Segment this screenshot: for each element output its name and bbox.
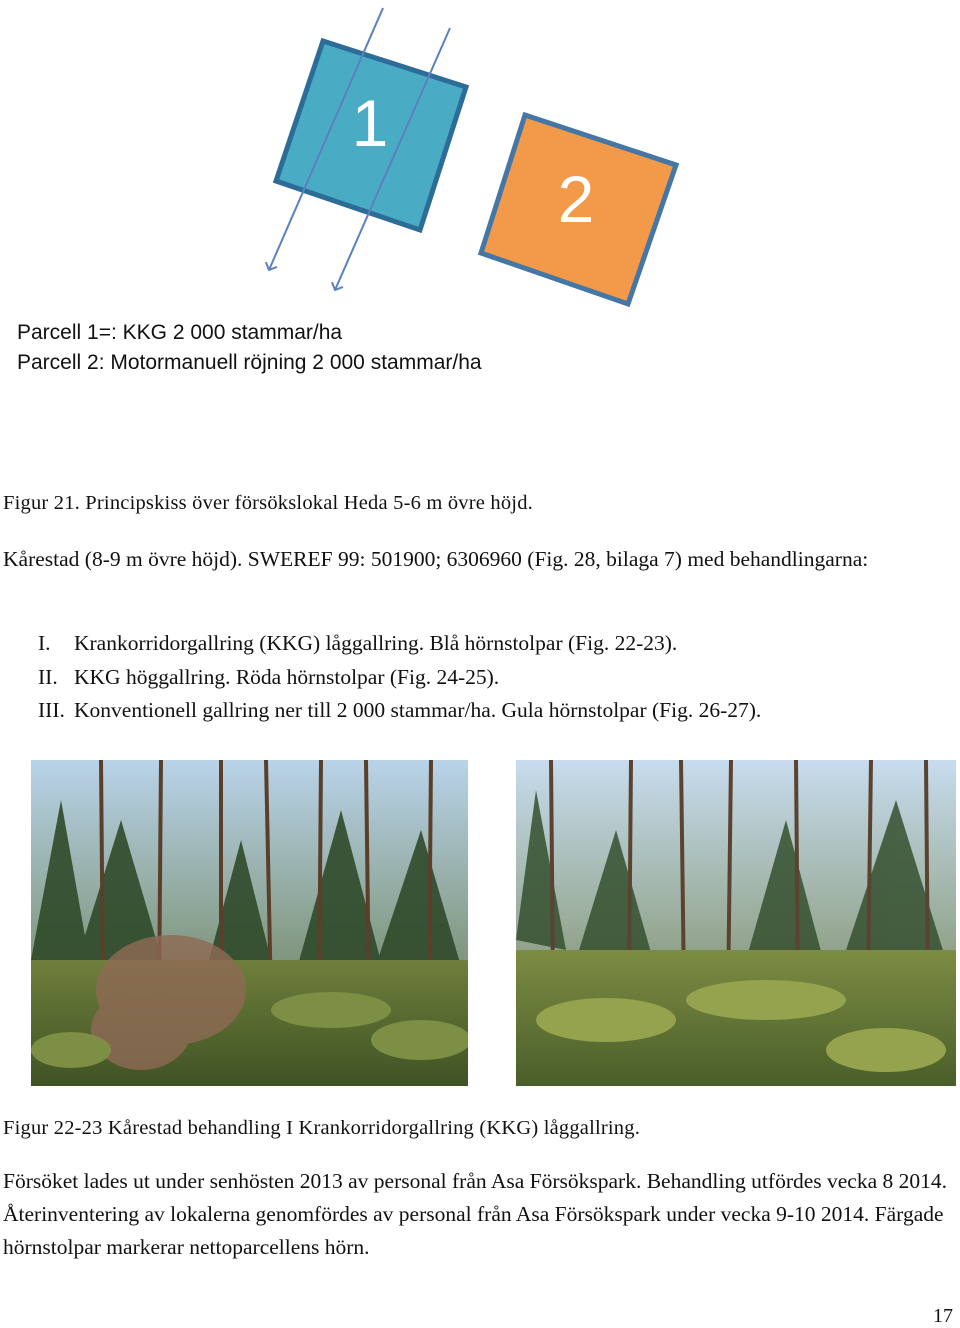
legend-line-1: Parcell 1=: KKG 2 000 stammar/ha [17,321,343,344]
parcel-1-label: 1 [351,86,389,160]
intro-paragraph: Kårestad (8-9 m övre höjd). SWEREF 99: 501900; 6306960 (Fig. 28, bilaga 7) med behandlingarna: [3,547,869,571]
parcel-legend [17,318,482,378]
treatment-list [38,627,761,728]
forest-photo-1 [31,760,468,1086]
forest-photo-2 [516,760,956,1086]
treatment-text: KKG höggallring. Röda hörnstolpar (Fig. 24-25). [74,664,500,689]
parcel-sketch-diagram [0,0,960,320]
closing-paragraph: Försöket lades ut under senhösten 2013 av personal från Asa Försökspark. Behandling utfördes vecka 8 2014. Återinventering av lokalerna genomfördes av personal från Asa Försökspark under vecka 9-10 2014. Färgade hörnstolpar markerar nettoparcellens hörn. [3,1169,948,1259]
treatment-item [38,627,761,661]
figure-22-23-caption: Figur 22-23 Kårestad behandling I Krankorridorgallring (KKG) låggallring. [3,1117,641,1139]
page-number: 17 [933,1305,953,1327]
treatment-item [38,694,761,728]
legend-line-2: Parcell 2: Motormanuell röjning 2 000 stammar/ha [17,351,482,374]
parcel-2-label: 2 [557,162,595,236]
treatment-text: Krankorridorgallring (KKG) låggallring. Blå hörnstolpar (Fig. 22-23). [74,631,678,655]
treatment-number: I. [38,631,51,655]
treatment-text: Konventionell gallring ner till 2 000 stammar/ha. Gula hörnstolpar (Fig. 26-27). [74,698,762,722]
treatment-number: III. [38,698,65,722]
figure-21-caption: Figur 21. Principskiss över försökslokal Heda 5-6 m övre höjd. [3,492,533,514]
treatment-number: II. [38,664,58,689]
treatment-item [38,661,761,695]
